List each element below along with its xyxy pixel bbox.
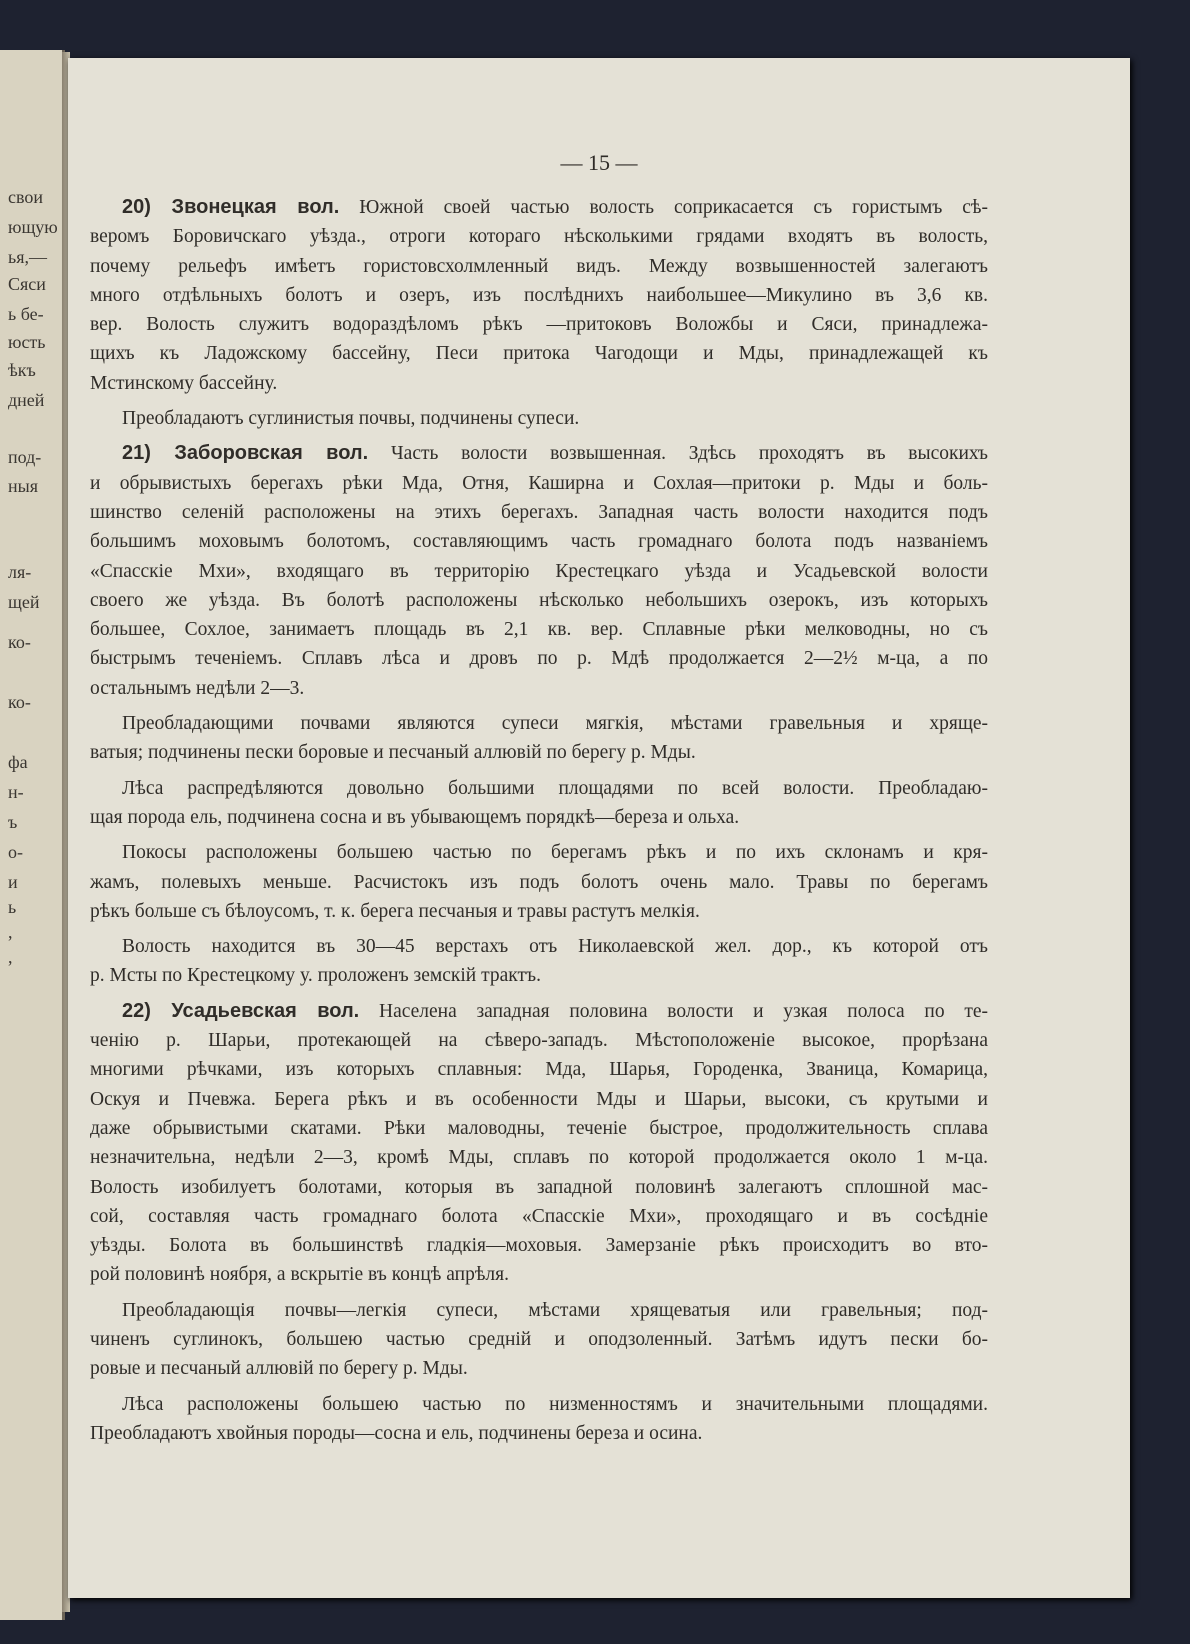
text-line — [90, 709, 988, 738]
line-text: «Спасскіе Мхи», входящаго въ территорію Крестецкаго уѣзда и Усадьевской волости — [90, 560, 988, 582]
text-line — [90, 961, 988, 990]
text-line — [90, 586, 988, 615]
line-text: своего же уѣзда. Въ болотѣ расположены нѣсколько небольшихъ озерокъ, изъ которыхъ — [90, 589, 988, 611]
line-text: почему рельефъ имѣетъ гористовсхолмленный видъ. Между возвышенностей залегаютъ — [90, 255, 988, 277]
text-line — [90, 738, 988, 767]
text-line — [90, 997, 988, 1026]
left-page-fragment: ъ — [8, 812, 18, 832]
line-text: веромъ Боровичскаго уѣзда., отроги котораго нѣсколькими грядами входятъ въ волость, — [90, 226, 988, 248]
left-page-fragment: , — [8, 922, 13, 942]
text-line — [90, 439, 988, 468]
paragraph — [90, 193, 988, 398]
text-line — [90, 369, 988, 398]
text-line — [90, 404, 988, 433]
section-heading: 22) Усадьевская вол. — [122, 999, 360, 1022]
line-text: Южной своей частью волость соприкасается съ гористымъ сѣ- — [359, 197, 988, 218]
text-line — [90, 868, 988, 897]
line-text: Лѣса расположены большею частью по низменностямъ и значительными площадями. — [122, 1393, 988, 1415]
left-page-fragment: свои — [8, 187, 43, 207]
paragraph — [90, 997, 988, 1290]
section-heading: 20) Звонецкая вол. — [122, 196, 340, 218]
paragraph — [90, 932, 988, 991]
line-text: большимъ моховымъ болотомъ, составляющимъ часть громаднаго болота подъ названіемъ — [90, 531, 988, 553]
left-page-fragment: и — [8, 872, 18, 892]
paragraph — [90, 709, 988, 768]
text-line — [90, 1026, 988, 1055]
text-line — [90, 1173, 988, 1202]
paragraph — [90, 774, 988, 833]
text-line — [90, 281, 988, 310]
line-text: Населена западная половина волости и узкая полоса по те- — [378, 1000, 989, 1022]
document-page — [68, 58, 1130, 1598]
line-text: незначительна, недѣли 2—3, кромѣ Мды, сплавъ по которой продолжается около 1 м-ца. — [90, 1147, 988, 1169]
text-line — [90, 193, 988, 222]
left-page-fragment: ѣкъ — [8, 360, 36, 380]
text-line — [90, 803, 988, 832]
line-text: рѣкъ больше съ бѣлоусомъ, т. к. берега песчаныя и травы растутъ мелкія. — [90, 900, 700, 922]
paragraph — [90, 1296, 988, 1384]
line-text: многими рѣчками, изъ которыхъ сплавныя: Мда, Шарья, Городенка, Званица, Комарица, — [90, 1059, 988, 1081]
text-line — [90, 674, 988, 703]
text-line — [90, 339, 988, 368]
line-text: Волость изобилуетъ болотами, которыя въ западной половинѣ залегаютъ сплошной мас- — [90, 1176, 988, 1198]
text-line — [90, 1390, 988, 1419]
text-line — [90, 615, 988, 644]
left-page-fragment: ныя — [8, 476, 39, 496]
text-line — [90, 469, 988, 498]
left-page-fragment: ко- — [8, 632, 31, 652]
line-text: остальнымъ недѣли 2—3. — [90, 677, 305, 699]
paragraph — [90, 404, 988, 433]
left-page-fragment: фа — [8, 752, 28, 772]
line-text: Преобладающими почвами являются супеси мягкія, мѣстами гравельныя и хряще- — [122, 713, 988, 735]
text-line — [90, 252, 988, 281]
line-text: шинство селеній расположены на этихъ берегахъ. Западная часть волости находится подъ — [90, 501, 988, 523]
text-line — [90, 1085, 988, 1114]
line-text: Лѣса распредѣляются довольно большими площадями по всей волости. Преобладаю- — [122, 777, 988, 799]
left-page-fragment: щей — [8, 592, 40, 612]
left-page-fragment: ья,— — [8, 247, 47, 267]
left-page-fragment: , — [8, 947, 13, 967]
line-text: ватыя; подчинены пески боровые и песчаный аллювій по берегу р. Мды. — [90, 742, 696, 764]
text-line — [90, 498, 988, 527]
text-line — [90, 557, 988, 586]
text-line — [90, 644, 988, 673]
line-text: Преобладающія почвы—легкія супеси, мѣстами хрящеватыя или гравельныя; под- — [122, 1299, 988, 1321]
left-page-fragment: о- — [8, 842, 23, 862]
line-text: Мстинскому бассейну. — [90, 372, 278, 394]
line-text: ченію р. Шарьи, протекающей на сѣверо-западъ. Мѣстоположеніе высокое, прорѣзана — [90, 1030, 988, 1052]
line-text: большее, Сохлое, занимаетъ площадь въ 2,1 кв. вер. Сплавные рѣки мелководны, но съ — [90, 619, 988, 641]
text-line — [90, 1419, 988, 1448]
line-text: сой, составляя часть громаднаго болота «Спасскіе Мхи», проходящаго и въ сосѣдніе — [90, 1205, 988, 1227]
left-page-fragment: ко- — [8, 692, 31, 712]
left-page-fragment: ющую — [8, 217, 58, 237]
left-page-fragment: юсть — [8, 332, 46, 352]
line-text: Преобладаютъ хвойныя породы—сосна и ель, подчинены береза и осина. — [90, 1422, 703, 1444]
line-text: быстрымъ теченіемъ. Сплавъ лѣса и дровъ по р. Мдѣ продолжается 2—2½ м-ца, а по — [90, 648, 988, 670]
text-line — [90, 1055, 988, 1084]
line-text: р. Мсты по Крестецкому у. проложенъ земскій трактъ. — [90, 965, 541, 987]
text-line — [90, 774, 988, 803]
left-page-fragment: под- — [8, 447, 42, 467]
left-page-fragment: Сяси — [8, 274, 46, 294]
line-text: жамъ, полевыхъ меньше. Расчистокъ изъ подъ болотъ очень мало. Травы по берегамъ — [90, 871, 988, 893]
line-text: Оскуя и Пчевжа. Берега рѣкъ и въ особенности Мды и Шарьи, высоки, съ крутыми и — [90, 1088, 988, 1110]
text-line — [90, 310, 988, 339]
left-page-fragment: н- — [8, 782, 24, 802]
line-text: чиненъ суглинокъ, большею частью средній и оподзоленный. Затѣмъ идутъ пески бо- — [90, 1328, 988, 1350]
line-text: щая порода ель, подчинена сосна и въ убывающемъ порядкѣ—береза и ольха. — [90, 806, 740, 828]
text-line — [90, 1296, 988, 1325]
line-text: ровые и песчаный аллювій по берегу р. Мды. — [90, 1358, 468, 1380]
body-text — [90, 193, 988, 1454]
paragraph — [90, 838, 988, 926]
paragraph — [90, 439, 988, 703]
left-page-fragment: ь — [8, 897, 17, 917]
line-text: уѣзды. Болота въ большинствѣ гладкія—моховыя. Замерзаніе рѣкъ происходитъ во вто- — [90, 1235, 988, 1257]
line-text: щихъ къ Ладожскому бассейну, Песи притока Чагодощи и Мды, принадлежащей къ — [90, 343, 988, 365]
text-line — [90, 1114, 988, 1143]
text-line — [90, 1202, 988, 1231]
line-text: Волость находится въ 30—45 верстахъ отъ Николаевской жел. дор., къ которой отъ — [122, 936, 988, 958]
text-line — [90, 1143, 988, 1172]
line-text: рой половинѣ ноября, а вскрытіе въ концѣ апрѣля. — [90, 1264, 510, 1286]
line-text: даже обрывистыми скатами. Рѣки маловодны, теченіе быстрое, продолжительность сплава — [90, 1117, 988, 1139]
text-line — [90, 222, 988, 251]
left-page-fragment: ля- — [8, 562, 32, 582]
line-text: Преобладаютъ суглинистыя почвы, подчинены супеси. — [122, 408, 580, 430]
text-line — [90, 932, 988, 961]
text-line — [90, 897, 988, 926]
line-text: вер. Волость служитъ водораздѣломъ рѣкъ —притоковъ Воложбы и Сяси, принадлежа- — [90, 314, 988, 336]
line-text: много отдѣльныхъ болотъ и озеръ, изъ послѣднихъ наибольшее—Микулино въ 3,6 кв. — [90, 284, 988, 306]
section-heading: 21) Заборовская вол. — [122, 442, 369, 465]
line-text: Покосы расположены большею частью по берегамъ рѣкъ и по ихъ склонамъ и кря- — [122, 842, 988, 864]
text-line — [90, 527, 988, 556]
text-line — [90, 1354, 988, 1383]
paragraph — [90, 1390, 988, 1449]
left-page-fragment: ь бе- — [8, 304, 44, 324]
text-line — [90, 1325, 988, 1354]
line-text: Часть волости возвышенная. Здѣсь проходятъ въ высокихъ — [390, 443, 989, 465]
page-number: — 15 — — [560, 150, 638, 175]
text-line — [90, 1231, 988, 1260]
left-page-fragment: дней — [8, 390, 45, 410]
text-line — [90, 1260, 988, 1289]
line-text: и обрывистыхъ берегахъ рѣки Мда, Отня, Каширна и Сохлая—притоки р. Мды и боль- — [90, 472, 988, 494]
text-line — [90, 838, 988, 867]
